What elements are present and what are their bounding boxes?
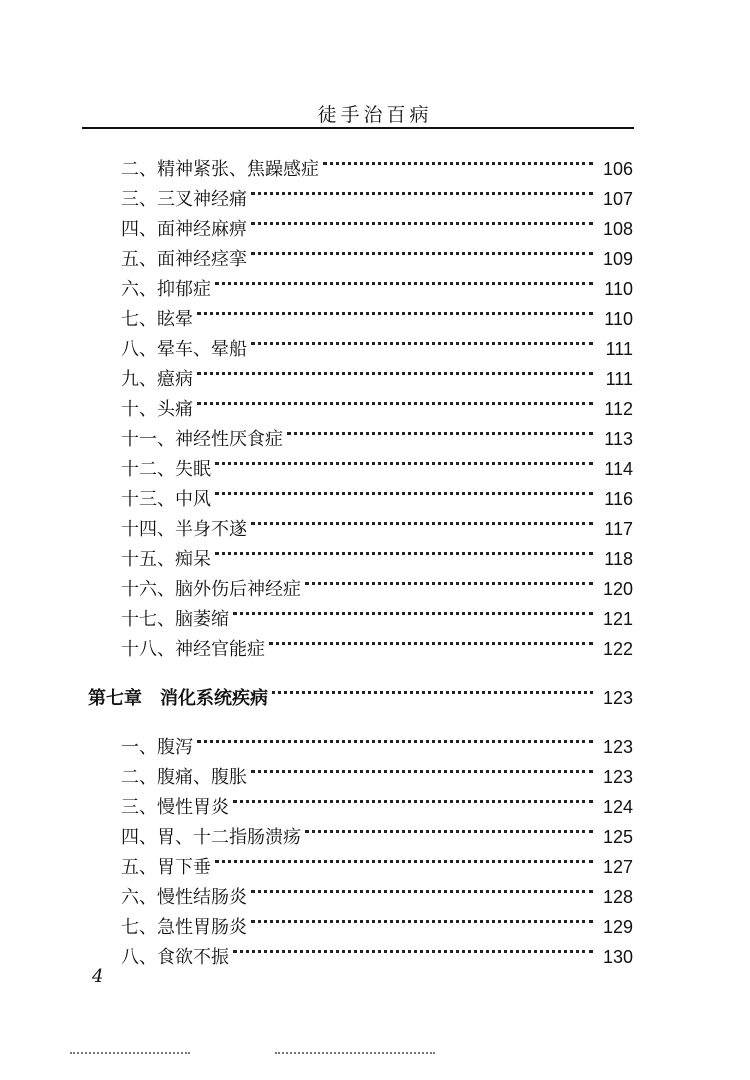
toc-entry[interactable]: [121, 595, 633, 630]
toc-entry[interactable]: [121, 723, 633, 758]
toc-entry[interactable]: [121, 505, 633, 540]
chapter-title: 消化系统疾病: [160, 688, 268, 709]
toc-entry-page: 124: [602, 797, 633, 817]
toc-entry[interactable]: [121, 265, 633, 300]
toc-entry-title: 八、晕车、晕船: [121, 339, 247, 360]
toc-entry[interactable]: [121, 205, 633, 240]
toc-entry-title: 十四、半身不遂: [121, 519, 247, 540]
toc-entry-title: 六、抑郁症: [121, 279, 211, 300]
toc-entry-page: 116: [604, 489, 633, 509]
toc-entry-title: 十三、中风: [121, 489, 211, 510]
chapter-page: 123: [602, 688, 633, 708]
running-head: 徒手治百病: [317, 104, 433, 126]
toc-entry-page: 129: [602, 917, 633, 937]
toc-entry-title: 十七、脑萎缩: [121, 609, 229, 630]
toc-entry-page: 110: [604, 309, 633, 329]
toc-entry-title: 七、眩晕: [121, 309, 193, 330]
dot-leader: [215, 475, 593, 505]
toc-entry-page: 112: [604, 399, 633, 419]
toc-entry-page: 123: [602, 737, 633, 757]
dot-leader: [197, 355, 593, 385]
toc-entry[interactable]: [121, 475, 633, 510]
toc-entry[interactable]: [121, 873, 633, 908]
toc-entry-page: 106: [602, 159, 633, 179]
dot-leader: [287, 415, 593, 445]
toc-entry-title: 十、头痛: [121, 399, 193, 420]
dot-leader: [215, 535, 593, 565]
dot-leader: [272, 674, 593, 704]
toc-entry-page: 127: [602, 857, 633, 877]
toc-entry[interactable]: [121, 625, 633, 660]
toc-entry-page: 123: [602, 767, 633, 787]
toc-entry-page: 120: [602, 579, 633, 599]
toc-entry[interactable]: [121, 325, 633, 360]
toc-entry[interactable]: [121, 295, 633, 330]
dot-leader: [251, 873, 593, 903]
toc-entry-title: 四、胃、十二指肠溃疡: [121, 827, 301, 848]
dot-leader: [305, 813, 593, 843]
toc-entry[interactable]: [121, 813, 633, 848]
toc-entry[interactable]: [121, 783, 633, 818]
toc-entry-page: 107: [602, 189, 633, 209]
dot-leader: [233, 933, 593, 963]
toc-entry[interactable]: [121, 903, 633, 938]
toc-entry-page: 111: [605, 369, 633, 389]
dot-leader: [251, 325, 593, 355]
scan-artifact: [275, 1052, 435, 1057]
dot-leader: [251, 205, 593, 235]
toc-entry-page: 110: [604, 279, 633, 299]
toc-entry-page: 117: [604, 519, 633, 539]
toc-entry-title: 一、腹泻: [121, 737, 193, 758]
toc-entry-title: 十六、脑外伤后神经症: [121, 579, 301, 600]
toc-entry-title: 四、面神经麻痹: [121, 219, 247, 240]
dot-leader: [215, 445, 593, 475]
toc-entry-title: 五、面神经痉挛: [121, 249, 247, 270]
toc-entry[interactable]: [121, 415, 633, 450]
toc-entry-page: 118: [604, 549, 633, 569]
toc-entry[interactable]: [121, 235, 633, 270]
chapter-heading[interactable]: [88, 674, 633, 709]
toc-entry[interactable]: [121, 385, 633, 420]
toc-entry-page: 130: [602, 947, 633, 967]
toc-entry[interactable]: [121, 753, 633, 788]
toc-entry[interactable]: [121, 145, 633, 180]
toc-entry-page: 128: [602, 887, 633, 907]
dot-leader: [251, 505, 593, 535]
dot-leader: [215, 843, 593, 873]
toc-entry[interactable]: [121, 565, 633, 600]
toc-entry-title: 十五、痴呆: [121, 549, 211, 570]
toc-entry-page: 111: [605, 339, 633, 359]
dot-leader: [251, 235, 593, 265]
toc-entry-page: 125: [602, 827, 633, 847]
toc-entry[interactable]: [121, 355, 633, 390]
dot-leader: [251, 175, 593, 205]
toc-entry-title: 三、慢性胃炎: [121, 797, 229, 818]
dot-leader: [323, 145, 593, 175]
toc-entry-title: 七、急性胃肠炎: [121, 917, 247, 938]
toc-entry[interactable]: [121, 175, 633, 210]
dot-leader: [251, 753, 593, 783]
dot-leader: [233, 595, 593, 625]
toc-entry[interactable]: [121, 933, 633, 968]
chapter-label: 第七章: [88, 688, 142, 709]
toc-entry-title: 二、精神紧张、焦躁感症: [121, 159, 319, 180]
toc-entry-page: 109: [602, 249, 633, 269]
dot-leader: [233, 783, 593, 813]
scan-artifact: [70, 1052, 190, 1057]
dot-leader: [197, 295, 593, 325]
toc-entry-title: 十八、神经官能症: [121, 639, 265, 660]
toc-entry-page: 122: [602, 639, 633, 659]
toc-entry-title: 八、食欲不振: [121, 947, 229, 968]
toc-entry-page: 121: [602, 609, 633, 629]
toc-entry-title: 五、胃下垂: [121, 857, 211, 878]
toc-entry[interactable]: [121, 445, 633, 480]
page-number: 4: [92, 966, 104, 987]
dot-leader: [269, 625, 593, 655]
dot-leader: [215, 265, 593, 295]
dot-leader: [197, 385, 593, 415]
dot-leader: [197, 723, 593, 753]
toc-entry-title: 三、三叉神经痛: [121, 189, 247, 210]
toc-entry-title: 十二、失眠: [121, 459, 211, 480]
dot-leader: [251, 903, 593, 933]
toc-entry-title: 十一、神经性厌食症: [121, 429, 283, 450]
toc-entry-title: 六、慢性结肠炎: [121, 887, 247, 908]
toc-entry-page: 114: [604, 459, 633, 479]
toc-entry[interactable]: [121, 843, 633, 878]
toc-entry-page: 113: [604, 429, 633, 449]
toc-entry-page: 108: [602, 219, 633, 239]
toc-entry-title: 九、癔病: [121, 369, 193, 390]
toc-entry[interactable]: [121, 535, 633, 570]
dot-leader: [305, 565, 593, 595]
toc-entry-title: 二、腹痛、腹胀: [121, 767, 247, 788]
